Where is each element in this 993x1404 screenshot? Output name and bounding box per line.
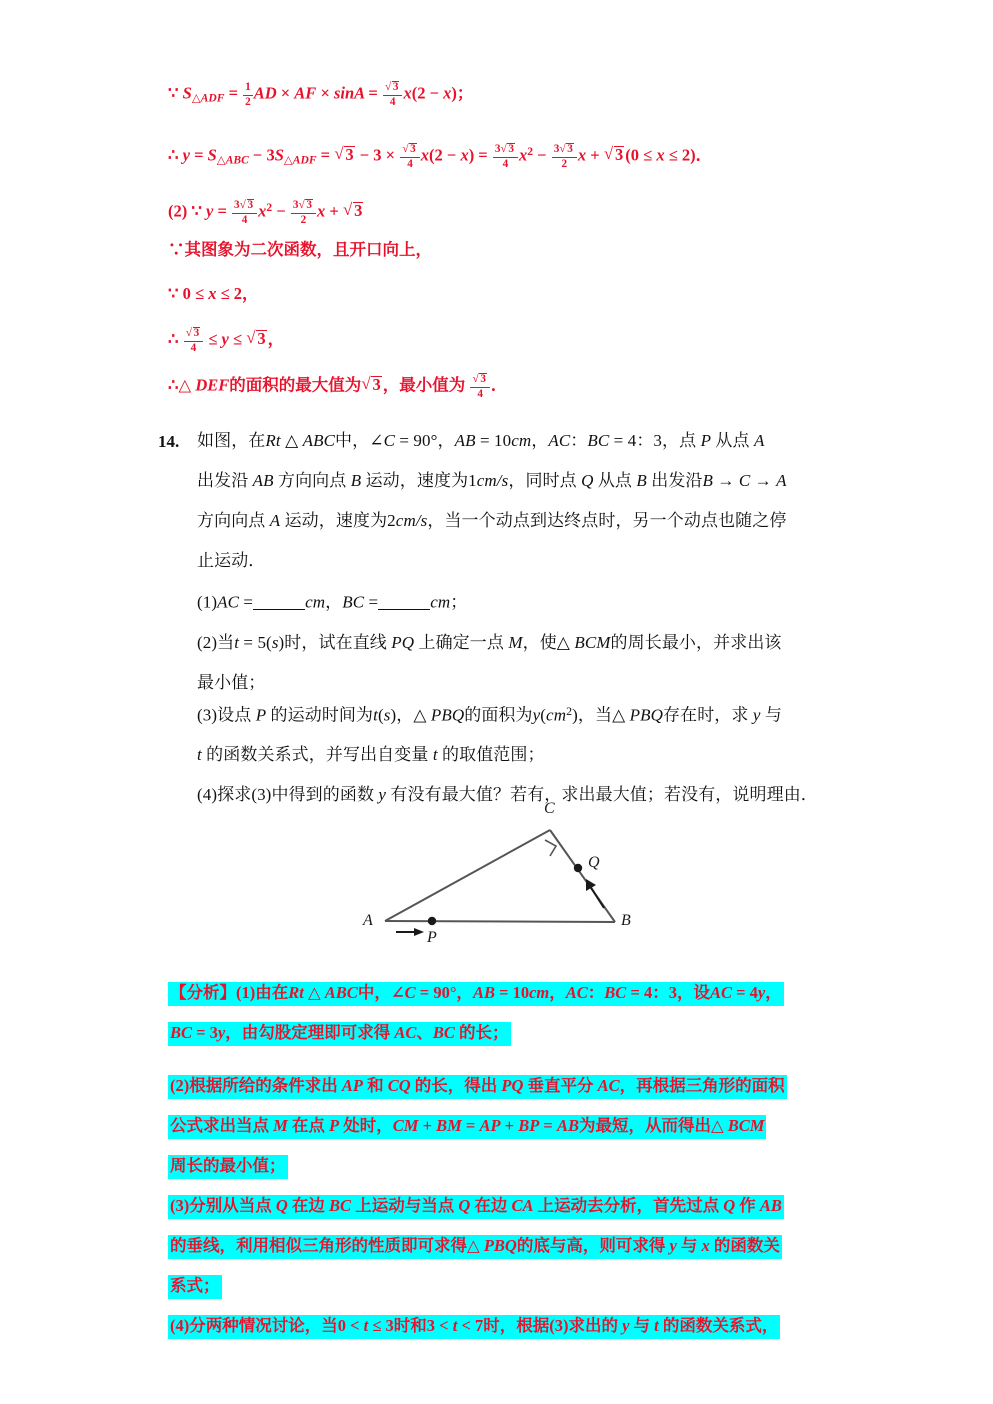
sub-question-3-line-2: t 的函数关系式，并写出自变量 t 的取值范围； <box>197 745 545 764</box>
analysis-line-2: BC = 3y，由勾股定理即可求得 AC、BC 的长； <box>168 1022 511 1046</box>
figure-label-b: B <box>621 912 631 929</box>
arrow-p-head <box>414 928 424 936</box>
solution-line-6: ∴ √ 3 4 ≤ y ≤ √ 3 ， <box>168 327 285 355</box>
analysis-line-3: (2)根据所给的条件求出 AP 和 CQ 的长，得出 PQ 垂直平分 AC，再根据三角形的面积 <box>168 1075 787 1099</box>
solution-line-7: ∴△ DEF的面积的最大值为 √ 3 ，最小值为 √ 3 4 ． <box>168 373 508 401</box>
solution-line-2: ∴ $y = S_{\triangle ABC} - 3S_{\triangle ADF}$ = √ 3 − 3 × √ 3 4 x(2 − x) = 3 √ 3 4 $x^2$ − 3 √ 3 2 x + √ 3 (0 ≤ x ≤ 2)． <box>168 143 713 171</box>
sub-question-2-line-1: (2)当t = 5(s)时，试在直线 PQ 上确定一点 M，使△ BCM的周长最小，并求出该 <box>197 633 782 652</box>
analysis-line-8: 系式； <box>168 1275 222 1299</box>
point-p-dot <box>428 917 436 925</box>
figure-label-c: C <box>544 800 555 817</box>
analysis-line-7: 的垂线，利用相似三角形的性质即可求得△ PBQ的底与高，则可求得 y 与 x 的函数关 <box>168 1235 782 1259</box>
geometry-figure <box>340 790 670 960</box>
sub-question-3-line-1: (3)设点 P 的运动时间为t(s)，△ PBQ的面积为$y(cm^2)$，当△ PBQ存在时，求 y 与 <box>197 704 782 725</box>
problem-number: 14. <box>158 432 180 451</box>
side-ac <box>385 830 550 921</box>
problem-statement-line-2: 出发沿 AB 方向向点 B 运动，速度为1cm/s，同时点 Q 从点 B 出发沿B → C → A <box>197 471 787 490</box>
problem-statement-line-4: 止运动． <box>197 551 266 570</box>
answer-blank-bc[interactable] <box>378 592 430 610</box>
analysis-line-6: (3)分别从当点 Q 在边 BC 上运动与当点 Q 在边 CA 上运动去分析，首先过点 Q 作 AB <box>168 1195 784 1219</box>
side-ab <box>385 921 615 922</box>
problem-statement-line-3: 方向向点 A 运动，速度为2cm/s，当一个动点到达终点时，另一个动点也随之停 <box>197 511 787 530</box>
figure-label-p: P <box>427 929 437 946</box>
sub-question-2-line-2: 最小值； <box>197 673 266 692</box>
arrow-q-shaft <box>590 886 604 908</box>
point-q-dot <box>574 864 582 872</box>
problem-statement-line-1: 如图，在Rt △ ABC中，∠C = 90°，AB = 10cm，AC：BC = 4：3，点 P 从点 A <box>197 431 765 450</box>
solution-line-4: ∵其图象为二次函数，且开口向上， <box>168 240 432 259</box>
analysis-line-1: 【分析】(1)由在Rt △ ABC中，∠C = 90°，AB = 10cm，AC：BC = 4：3，设AC = 4y， <box>168 982 784 1006</box>
sub-question-4: (4)探求(3)中得到的函数 y 有没有最大值？若有，求出最大值；若没有，说明理由． <box>197 785 818 804</box>
triangle-abc-svg <box>340 790 670 960</box>
analysis-line-4: 公式求出当点 M 在点 P 处时，CM + BM = AP + BP = AB为最短，从而得出△ BCM <box>168 1115 766 1139</box>
analysis-line-5: 周长的最小值； <box>168 1155 288 1179</box>
solution-line-5: ∵ 0 ≤ x ≤ 2， <box>168 284 259 303</box>
side-cb <box>550 830 615 922</box>
figure-label-a: A <box>363 912 373 929</box>
solution-line-1: ∵ $S_{\triangle ADF}$ = $\frac{1}{2}$ AD × AF × sinA = √ 3 4 x(2 − x)； <box>168 81 474 109</box>
answer-blank-ac[interactable] <box>253 592 305 610</box>
right-angle-marker <box>545 840 556 856</box>
analysis-line-9: (4)分两种情况讨论，当0 < t ≤ 3时和3 < t < 7时，根据(3)求出的 y 与 t 的函数关系式， <box>168 1315 780 1339</box>
solution-line-3: (2) ∵ y = 3 √ 3 4 $x^2$ − 3 √ 3 2 x + √ 3 <box>168 199 363 227</box>
sub-question-1: (1)AC = cm，BC = cm； <box>197 592 468 612</box>
figure-label-q: Q <box>588 854 600 871</box>
